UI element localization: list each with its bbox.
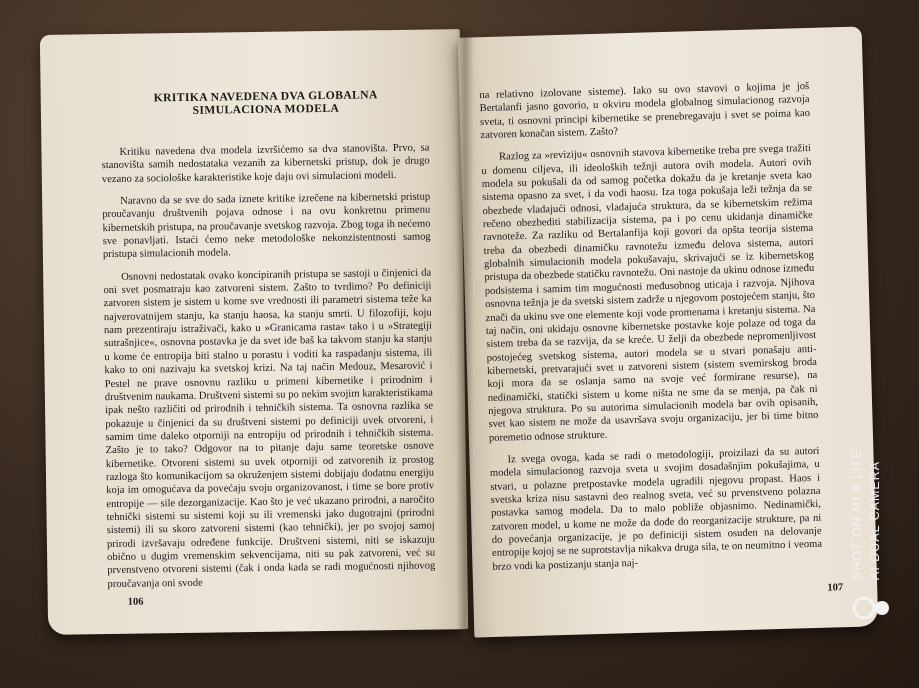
right-page: [458, 26, 879, 637]
left-page-text: [101, 142, 435, 601]
camera-watermark: [848, 410, 888, 580]
right-page-number: 107: [827, 582, 844, 594]
right-paragraph-3: Iz svega ovoga, kada se radi o metodologiji, proizilazi da su autori modela simulacionog razvoja sveta u svojim dosadašnjim pokušajima, u stvari, u polazne pretpostavke modela ugradili njegovu propast. Haos i svetska kriza nisu sastavni deo realnog sveta, već su prvenstveno polazna postavka samog modela. Da to malo pobliže objasnimo. Nedinamički, zatvoren model, u kome ne može da dođe do reorganizacije strukture, pa ni do povećanja organizacije, je po definiciji sistem osuđen na delovanje entropije kojoj se ne suprotstavlja nikakva druga sila, te on neumitno i veoma brzo vodi ka postizanju stanja naj-: [489, 445, 823, 573]
watermark-line-2: AI DUAL CAMERA: [868, 460, 882, 580]
left-paragraph-3: Osnovni nedostatak ovako koncipiranih pristupa se sastoji u činjenici da oni svet posmatraju kao zatvoreni sistem. Zašto to tvrdimo? Po definiciji zatvoren sistem je sistem u kome sve vrednosti ili parametri sistema teže ka najverovatnijem stanju, ka stanju haosa, ka stanju smrti. U filozofiji, koju nam prezentiraju istraživači, kako u »Granicama rasta« tako i u »Strategiji sutrašnjice«, osnovna postavka je da svet ide baš ka takvom stanju ka stanju u kome će entropija biti stalno u porastu i voditi ka raspadanju sistema, ili kako to oni nazivaju ka svetskoj krizi. Na taj način Medouz, Mesarović i Pestel ne prave osnovnu razliku u primeni kibernetike i prirodnim i društvenim naukama. Društveni sistemi su po nekim svojim karakteristikama ipak nešto različiti od prirodnih i tehničkih sistema. Ta osnovna razlika se pokazuje u činjenici da su društveni sistemi po definiciji uvek otvoreni, i samim time daleko otporniji na entropiju od prirodnih i tehničkih sistema. Zašto je to tako? Odgovor na to pitanje daju same teoretske osnove kibernetike. Otvoreni sistemi su uvek otporniji od zatvorenih iz prostog razloga što komunikacijom sa okruženjem sistemi dobijaju dodatnu energiju koja im omogućava da povećaju svoju organizovanost, i time se bore protiv entropije — sile dezorganizacije. Kao što je već ukazano prirodni, a naročito tehnički sistemi su sistemi koji su ili vremenski jako dugotrajni (prirodni sistemi) ili su skoro zatvoreni sistemi (kao tehnički), jer po svojoj samoj prirodi izvršavaju određene funkcije. Društveni sistemi, niti se iskazuju obično u dugim vremenskim sekvencijama, niti su pak zatvoreni, već su prvenstveno otvoreni sistemi (čak i onda kada se radi mogućnosti njihovog proučavanja oni svode: [103, 267, 436, 590]
left-page: [40, 29, 468, 635]
right-paragraph-1: na relativno izolovane sisteme). Iako su ovo stavovi o kojima je još Bertalanfi jasno govorio, u okviru modela globalnog simulacionog razvoja sveta, ti osnovni principi kibernetike se prenebregavaju i svet se poima kao zatvoren konačan sistem. Zašto?: [479, 80, 811, 142]
right-paragraph-2: Razlog za »reviziju« osnovnih stavova kibernetike treba pre svega tražiti u domenu ciljeva, ili ideoloških težnji autora ovih modela. Autori ovih modela su pokušali da od samog početka dokažu da je kretanje sveta kao sistema opasno za svet, i da vodi haosu. Iza toga pokušaja leži težnja da se obezbede vladajući odnosi, vladajuća struktura, da se kibernetskim režima rečeno obezbediti stabilizacija sistema, pa i po cenu ukidanja dinamičke ravnoteže. Za razliku od Bertalanfija koji govori da opšta teorija sistema treba da obezbedi dinamičku ravnotežu između delova sistema, autori globalnih simulacionih modela pokušavaju, skrivajući se iz kibernetskog pristupa da obezbede statičku ravnotežu. Oni nastoje da ukinu odnose između podsistema i samim tim mogućnosti međusobnog uticaja i razvoja. Njihova osnovna težnja je da svetski sistem zadrže u njegovom postojećem stanju, što znači da ukinu sve one elemente koji vode promenama i kretanju sistema. Na taj način, oni ukidaju osnovne kibernetske postavke koje polaze od toga da sistem treba da se razvija, da se kreće. U želji da obezbede nepromenljivost postojećeg svetskog sistema, autori modela se u stvari ponašaju anti-kibernetski, pretvarajući svet u zatvoreni sistem (sistem svemirskog broda koji mora da se oslanja samo na svoje već formirane resurse), na nedinamički, statički sistem u kome ništa ne sme da se menja, pa čak ni njegova struktura. Po su autorima simulacionih modela bar ovih opisanih, svet kao sistem ne može da usavršava svoju organizaciju, jer bi time bitno poremetio odnose strukture.: [481, 143, 819, 444]
left-paragraph-1: Kritiku navedena dva modela izvršićemo sa dva stanovišta. Prvo, sa stanovišta samih nedostataka vezanih za kibernetski pristup, dok je drugo vezano za sociološke karakteristike koje daju ovi simulacioni modeli.: [101, 142, 430, 185]
book-spine-shadow: [456, 28, 474, 640]
left-paragraph-2: Naravno da se sve do sada iznete kritike izrečene na kibernetski pristup proučavanju društvenih pojava odnose i na ovu konkretnu primenu kibernetskih pristupa, na proučavanje svetskog razvoja. Zbog toga ih nećemo sve ponavljati. Istaći ćemo neke metodološke nekonzistentnosti samog pristupa simulacionih modela.: [102, 191, 431, 261]
left-page-number: 106: [127, 596, 144, 608]
watermark-line-1: SHOT ON MI 8 LITE: [850, 448, 864, 580]
right-page-text: [479, 80, 823, 583]
open-book: [38, 18, 870, 658]
camera-logo-icon: [852, 590, 890, 626]
chapter-title: KRITIKA NAVEDENA DVA GLOBALNA SIMULACIONA MODELA: [153, 88, 378, 117]
